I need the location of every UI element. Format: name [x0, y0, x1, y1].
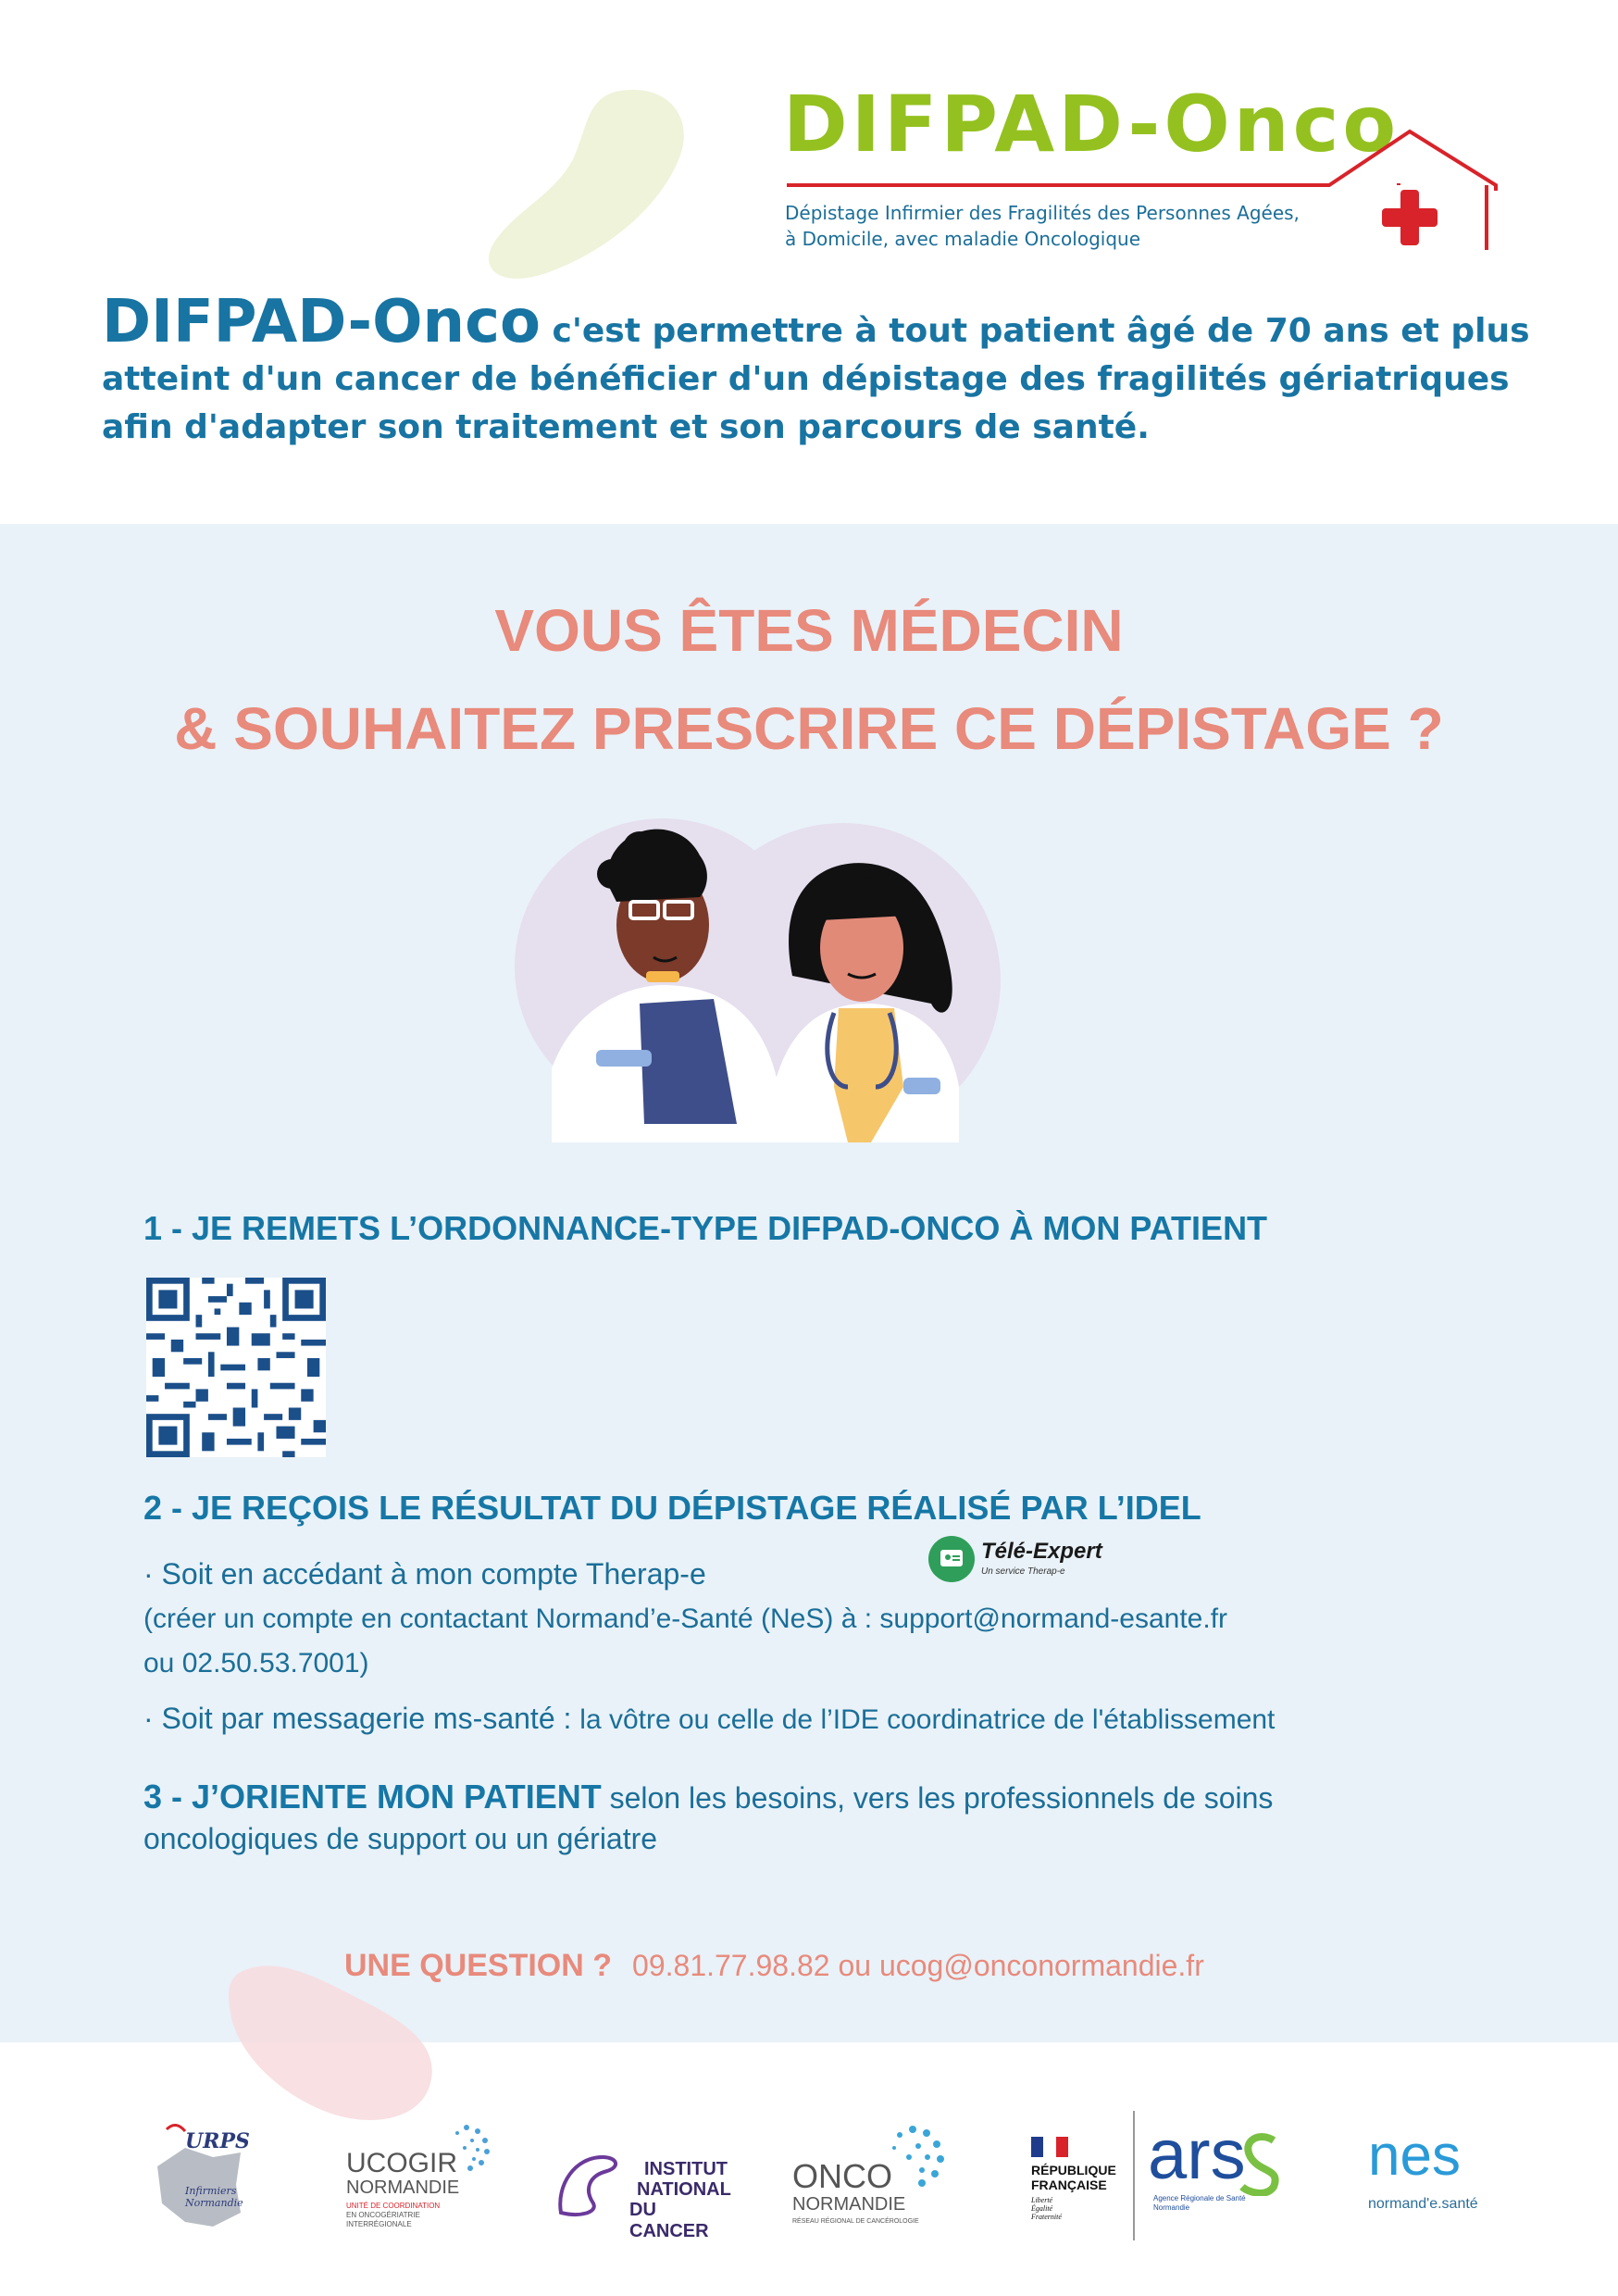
- onco-sub: NORMANDIE: [792, 2194, 906, 2215]
- logo-subtitle: [785, 200, 1300, 252]
- republique-francaise-logo: [1031, 2111, 1142, 2240]
- onco-label: ONCO: [792, 2157, 892, 2195]
- urps-label: URPS: [185, 2129, 250, 2153]
- rf-line2: FRANÇAISE: [1031, 2177, 1107, 2192]
- question-label: UNE QUESTION ?: [344, 1948, 613, 1983]
- logo-divider: [1133, 2111, 1135, 2240]
- headline-line1: VOUS ÊTES MÉDECIN: [494, 597, 1124, 664]
- step2-phone: ou 02.50.53.7001): [143, 1648, 369, 1678]
- tele-expert-badge: [927, 1535, 1122, 1583]
- step3-text: selon les besoins, vers les professionnels de soins: [601, 1781, 1274, 1815]
- intro-brand: DIFPAD-Onco: [102, 288, 541, 356]
- rf-line5: Fraternité: [1031, 2213, 1062, 2221]
- tele-expert-icon: [927, 1535, 976, 1583]
- question-contact[interactable]: 09.81.77.98.82 ou ucog@onconormandie.fr: [632, 1949, 1204, 1982]
- rf-line4: Égalité: [1031, 2204, 1053, 2213]
- doctors-illustration: [515, 809, 1070, 1142]
- step3: [143, 1778, 1273, 1816]
- question-line: [344, 1948, 1204, 1984]
- ars-sub2: Normandie: [1153, 2203, 1190, 2212]
- logo-subtitle-line2: à Domicile, avec maladie Oncologique: [785, 228, 1141, 250]
- urps-logo: [148, 2111, 250, 2240]
- intro-paragraph: [102, 288, 1546, 452]
- marianne-icon: [1031, 2137, 1068, 2157]
- logo-subtitle-line1: Dépistage Infirmier des Fragilités des Personnes Agées,: [785, 202, 1300, 224]
- headline: [0, 581, 1618, 778]
- inca-line3: DU CANCER: [629, 2200, 709, 2241]
- headline-line2: & SOUHAITEZ PRESCRIRE CE DÉPISTAGE ?: [174, 695, 1444, 762]
- tele-expert-label: Télé-Expert: [981, 1539, 1102, 1564]
- rf-line1: RÉPUBLIQUE: [1031, 2163, 1116, 2177]
- decorative-blob-green: [481, 83, 694, 287]
- ars-s-icon: [1237, 2131, 1283, 2196]
- step1-title: 1 - JE REMETS L’ORDONNANCE-TYPE DIFPAD-ONCO À MON PATIENT: [143, 1209, 1268, 1247]
- ucogir-desc3: INTERRÉGIONALE: [346, 2220, 412, 2228]
- ucogir-label: UCOGIR: [346, 2148, 457, 2178]
- rf-line3: Liberté: [1031, 2196, 1053, 2204]
- step2-account-info: (créer un compte en contactant Normand’e-Santé (NeS) à : support@normand-esante.fr: [143, 1603, 1228, 1634]
- step2-option-messaging: [143, 1702, 1275, 1736]
- urps-sub: Infirmiers Normandie: [185, 2185, 243, 2209]
- step3-line2: oncologiques de support ou un gériatre: [143, 1822, 658, 1855]
- ucogir-sub: NORMANDIE: [346, 2177, 460, 2198]
- step3-title: 3 - J’ORIENTE MON PATIENT: [143, 1778, 602, 1816]
- inca-symbol-icon: [552, 2139, 635, 2222]
- inca-line2: NATIONAL: [637, 2179, 731, 2200]
- step2-option-therap-e: · Soit en accédant à mon compte Therap-e: [143, 1557, 706, 1591]
- step2-title: 2 - JE REÇOIS LE RÉSULTAT DU DÉPISTAGE RÉALISÉ PAR L’IDEL: [143, 1489, 1201, 1527]
- ucogir-desc1: UNITÉ DE COORDINATION: [346, 2202, 441, 2210]
- tele-expert-sub: Un service Therap-e: [981, 1566, 1065, 1577]
- step2-messaging-detail: la vôtre ou celle de l’IDE coordinatrice de l'établissement: [579, 1704, 1276, 1735]
- intro-line1: c'est permettre à tout patient âgé de 70 ans et plus: [540, 312, 1530, 350]
- ars-sub1: Agence Régionale de Santé: [1153, 2194, 1246, 2202]
- nes-sub: normand'e.santé: [1368, 2196, 1478, 2212]
- inca-line1: INSTITUT: [644, 2159, 728, 2179]
- onco-desc: RÉSEAU RÉGIONAL DE CANCÉROLOGIE: [792, 2218, 919, 2225]
- intro-line3: afin d'adapter son traitement et son parcours de santé.: [102, 408, 1150, 446]
- qr-code-icon[interactable]: [146, 1278, 326, 1457]
- step2-messaging-lead: · Soit par messagerie ms-santé :: [143, 1702, 580, 1735]
- nes-logo: [1368, 2111, 1488, 2240]
- ucogir-desc2: EN ONCOGÉRIATRIE: [346, 2211, 420, 2219]
- intro-line2: atteint d'un cancer de bénéficier d'un dépistage des fragilités gériatriques: [102, 360, 1510, 398]
- ars-logo: [1148, 2111, 1287, 2240]
- nes-label: nes: [1368, 2124, 1461, 2188]
- ars-label: ars: [1148, 2115, 1246, 2194]
- ucogir-logo: [346, 2111, 494, 2240]
- inca-logo: [552, 2111, 731, 2241]
- logo-title: DIFPAD-Onco: [783, 79, 1400, 169]
- onco-normandie-logo: [792, 2111, 950, 2240]
